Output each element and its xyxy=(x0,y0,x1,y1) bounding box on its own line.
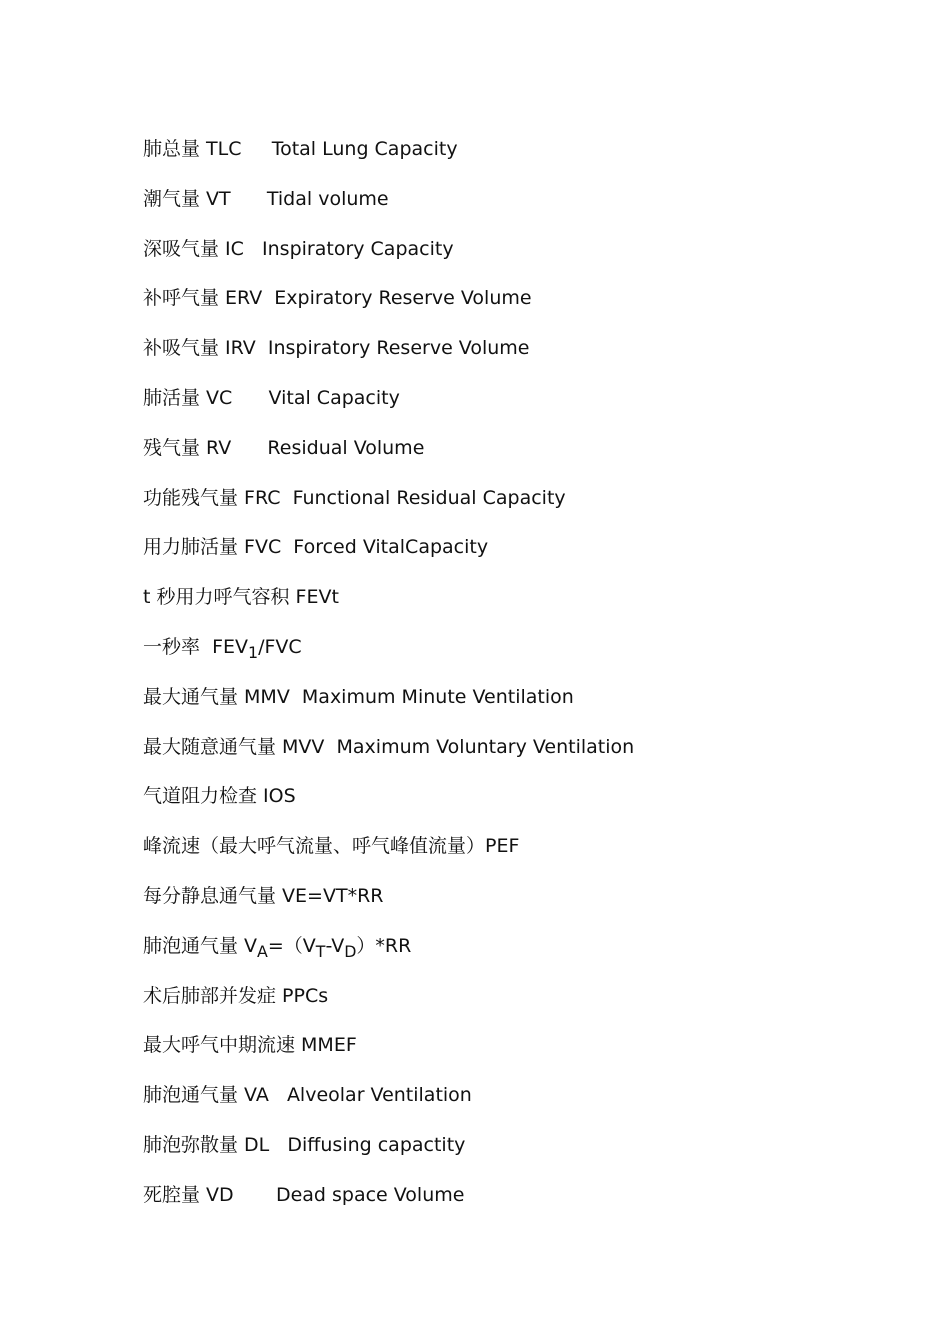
term-text: 潮气量 VT Tidal volume xyxy=(143,187,389,210)
term-text: =（V xyxy=(267,934,316,957)
term-text: 一秒率 FEV xyxy=(143,635,249,658)
term-text: 补吸气量 IRV Inspiratory Reserve Volume xyxy=(143,337,530,360)
term-text: 残气量 RV Residual Volume xyxy=(143,436,425,459)
term-text: 功能残气量 FRC Functional Residual Capacity xyxy=(143,486,566,509)
term-row xyxy=(143,332,903,382)
term-text: 气道阻力检查 IOS xyxy=(143,785,296,808)
term-row xyxy=(143,581,903,631)
subscript-text: A xyxy=(257,941,268,961)
term-row xyxy=(143,482,903,532)
term-text: 死腔量 VD Dead space Volume xyxy=(143,1183,465,1206)
term-row xyxy=(143,382,903,432)
term-row xyxy=(143,432,903,482)
term-row xyxy=(143,1179,903,1229)
term-text: -V xyxy=(325,934,345,957)
term-text: 肺泡弥散量 DL Diffusing capactity xyxy=(143,1133,466,1156)
term-row xyxy=(143,731,903,781)
subscript-text: T xyxy=(315,941,326,961)
term-text: 最大通气量 MMV Maximum Minute Ventilation xyxy=(143,685,574,708)
term-row xyxy=(143,233,903,283)
term-list xyxy=(143,133,903,1229)
term-row xyxy=(143,183,903,233)
term-row xyxy=(143,1079,903,1129)
term-row xyxy=(143,681,903,731)
term-text: 术后肺部并发症 PPCs xyxy=(143,984,329,1007)
term-text: 肺活量 VC Vital Capacity xyxy=(143,386,400,409)
term-row xyxy=(143,780,903,830)
term-row xyxy=(143,531,903,581)
term-text: /FVC xyxy=(258,635,302,658)
term-text: t 秒用力呼气容积 FEVt xyxy=(143,586,339,609)
term-row xyxy=(143,1029,903,1079)
subscript-text: D xyxy=(344,941,357,961)
term-text: 深吸气量 IC Inspiratory Capacity xyxy=(143,237,454,260)
term-text: 每分静息通气量 VE=VT*RR xyxy=(143,884,384,907)
term-text: 最大随意通气量 MVV Maximum Voluntary Ventilation xyxy=(143,735,635,758)
term-row xyxy=(143,880,903,930)
term-text: 用力肺活量 FVC Forced VitalCapacity xyxy=(143,536,489,559)
term-text: 峰流速（最大呼气流量、呼气峰值流量）PEF xyxy=(143,835,520,858)
term-row xyxy=(143,830,903,880)
term-row xyxy=(143,282,903,332)
term-row xyxy=(143,631,903,681)
term-text: ）*RR xyxy=(356,934,412,957)
term-text: 最大呼气中期流速 MMEF xyxy=(143,1034,357,1057)
term-row xyxy=(143,1129,903,1179)
term-text: 肺泡通气量 V xyxy=(143,934,258,957)
term-text: 补呼气量 ERV Expiratory Reserve Volume xyxy=(143,287,532,310)
term-text: 肺泡通气量 VA Alveolar Ventilation xyxy=(143,1084,472,1107)
term-row xyxy=(143,930,903,980)
term-row xyxy=(143,133,903,183)
term-text: 肺总量 TLC Total Lung Capacity xyxy=(143,138,458,160)
term-row xyxy=(143,980,903,1030)
subscript-text: 1 xyxy=(248,642,259,662)
